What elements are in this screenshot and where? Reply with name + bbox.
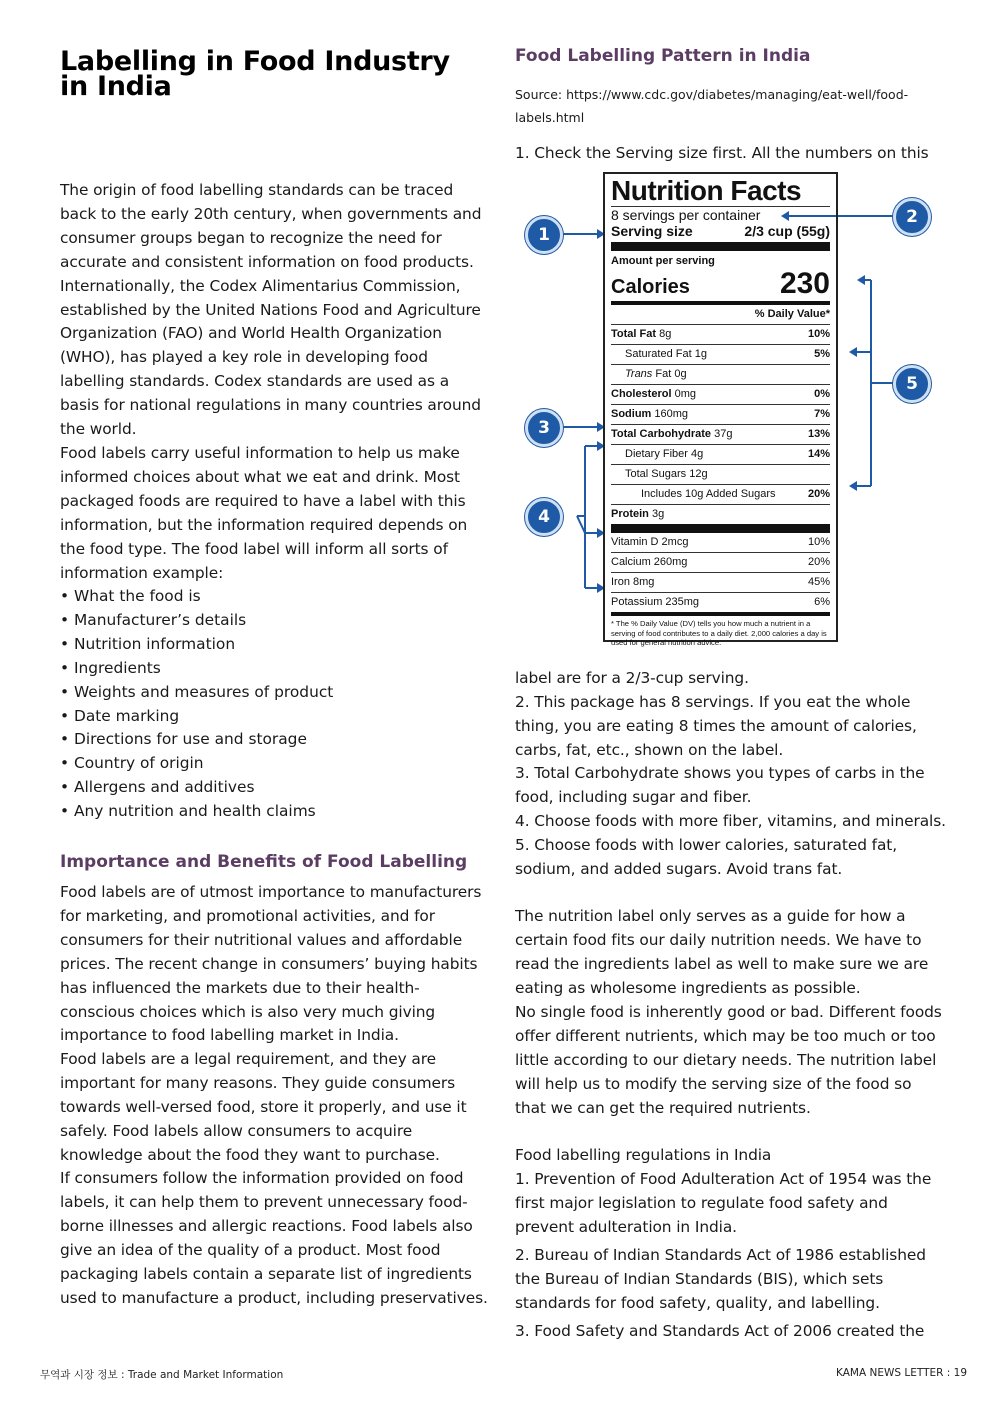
footer-page-number: KAMA NEWS LETTER : 19 (836, 1367, 967, 1379)
importance-paragraph-2: Food labels are a legal requirement, and they are important for many reasons. They guide consumers towards well-versed food, store it properly, and use it safely. Food labels allow consumers to acquire knowledge about the food they want to purchase. (60, 1050, 467, 1164)
pattern-heading: Food Labelling Pattern in India (515, 46, 811, 66)
list-item: • What the food is (60, 585, 480, 609)
guide-paragraph: The nutrition label only serves as a guide for how a certain food fits our daily nutrition needs. We have to read the ingredients label as well to make sure we are eating as wholesome ingredients as possible. (515, 907, 929, 997)
callout-badge-2: 2 (893, 198, 931, 236)
nutrient-row: Protein 3g (611, 508, 665, 520)
vitamin-row: Calcium 260mg 20% (611, 556, 830, 568)
calories-row: Calories 230 (611, 267, 830, 300)
step-1-end: label are for a 2/3-cup serving. (515, 669, 749, 687)
callout-badge-5: 5 (893, 365, 931, 403)
label-info-list (60, 585, 480, 824)
importance-paragraph-3: If consumers follow the information provided on food labels, it can help them to prevent unnecessary food-borne illnesses and allergic reactions. Food labels also give an idea of the quality of a product. Most food packaging labels contain a separate list of ingredients used to manufacture a product, including preservatives. (60, 1169, 488, 1307)
list-item: • Allergens and additives (60, 776, 480, 800)
intro-paragraph: The origin of food labelling standards can be traced back to the early 20th century, when governments and consumer groups began to recognize the need for accurate and consistent information on food products. Internationally, the Codex Alimentarius Commission, established by the United Nations Food and Agriculture Organization (FAO) and World Health Organization (WHO), has played a key role in developing food labelling standards. Codex standards are used as a basis for national regulations in many countries around the world. (60, 181, 482, 439)
nutrition-facts-figure (515, 168, 950, 653)
callout-badge-1: 1 (525, 216, 563, 254)
no-single-food-paragraph: No single food is inherently good or bad. Different foods offer different nutrients, which may be too much or too little according to our dietary needs. The nutrition label will help us to modify the serving size of the food so that we can get the required nutrients. (515, 1003, 942, 1117)
nutrient-row: Total Carbohydrate 37g 13% (611, 428, 830, 440)
list-item: • Country of origin (60, 752, 480, 776)
step-2: 2. This package has 8 servings. If you eat the whole thing, you are eating 8 times the amount of calories, carbs, fat, etc., shown on the label. (515, 693, 917, 759)
nutrient-row: Total Fat 8g 10% (611, 328, 830, 340)
label-footnote: * The % Daily Value (DV) tells you how much a nutrient in a serving of food contributes to a daily diet. 2,000 calories a day is used for general nutrition advice. (611, 619, 827, 647)
vitamin-row: Vitamin D 2mcg 10% (611, 536, 830, 548)
regulations-heading: Food labelling regulations in India (515, 1146, 772, 1164)
callout-badge-3: 3 (525, 409, 563, 447)
list-item: • Nutrition information (60, 633, 480, 657)
nutrient-row: Saturated Fat 1g 5% (625, 348, 830, 360)
regulation-1: 1. Prevention of Food Adulteration Act of 1954 was the first major legislation to regulate food safety and prevent adulteration in India. (515, 1170, 932, 1236)
amount-per-serving: Amount per serving (611, 255, 715, 267)
callout-badge-4: 4 (525, 498, 563, 536)
importance-heading: Importance and Benefits of Food Labelling (60, 852, 468, 872)
nutrition-facts-label (603, 172, 838, 647)
list-item: • Manufacturer’s details (60, 609, 480, 633)
daily-value-header: % Daily Value* (754, 308, 830, 320)
vitamin-row: Potassium 235mg 6% (611, 596, 830, 608)
regulation-2: 2. Bureau of Indian Standards Act of 1986 established the Bureau of Indian Standards (BIS), which sets standards for food safety, quality, and labelling. (515, 1246, 926, 1312)
list-item: • Weights and measures of product (60, 681, 480, 705)
step-3: 3. Total Carbohydrate shows you types of carbs in the food, including sugar and fiber. (515, 764, 925, 806)
nutrient-row: Cholesterol 0mg 0% (611, 388, 830, 400)
nutrient-row: Includes 10g Added Sugars 20% (641, 488, 830, 500)
regulation-3: 3. Food Safety and Standards Act of 2006 created the (515, 1322, 925, 1340)
step-5: 5. Choose foods with lower calories, saturated fat, sodium, and added sugars. Avoid trans fat. (515, 836, 898, 878)
nutrient-row: Trans Fat 0g (625, 368, 687, 380)
serving-size-row: Serving size 2/3 cup (55g) (611, 223, 830, 239)
nutrient-row: Dietary Fiber 4g 14% (625, 448, 830, 460)
info-paragraph: Food labels carry useful information to help us make informed choices about what we eat and drink. Most packaged foods are required to have a label with this information, but the information required depends on the food type. The food label will inform all sorts of information example: (60, 444, 468, 582)
nutrition-facts-title: Nutrition Facts (611, 175, 802, 206)
servings-per-container: 8 servings per container (611, 207, 761, 223)
footer-section-label: 무역과 시장 정보 : Trade and Market Information (40, 1369, 284, 1381)
list-item: • Directions for use and storage (60, 728, 480, 752)
nutrient-row: Sodium 160mg 7% (611, 408, 830, 420)
importance-paragraph-1: Food labels are of utmost importance to manufacturers for marketing, and promotional activities, and for consumers for their nutritional values and affordable prices. The recent change in consumers’ buying habits has influenced the markets due to their health-conscious choices which is also very much giving importance to food labelling market in India. (60, 883, 482, 1045)
list-item: • Ingredients (60, 657, 480, 681)
vitamin-row: Iron 8mg 45% (611, 576, 830, 588)
source-citation: Source: https://www.cdc.gov/diabetes/managing/eat-well/food-labels.html (515, 87, 909, 125)
step-4: 4. Choose foods with more fiber, vitamins, and minerals. (515, 812, 946, 830)
page-title: Labelling in Food Industry in India (60, 46, 450, 102)
list-item: • Date marking (60, 705, 480, 729)
step-1-start: 1. Check the Serving size first. All the numbers on this (515, 144, 929, 162)
nutrient-row: Total Sugars 12g (625, 468, 708, 480)
list-item: • Any nutrition and health claims (60, 800, 480, 824)
